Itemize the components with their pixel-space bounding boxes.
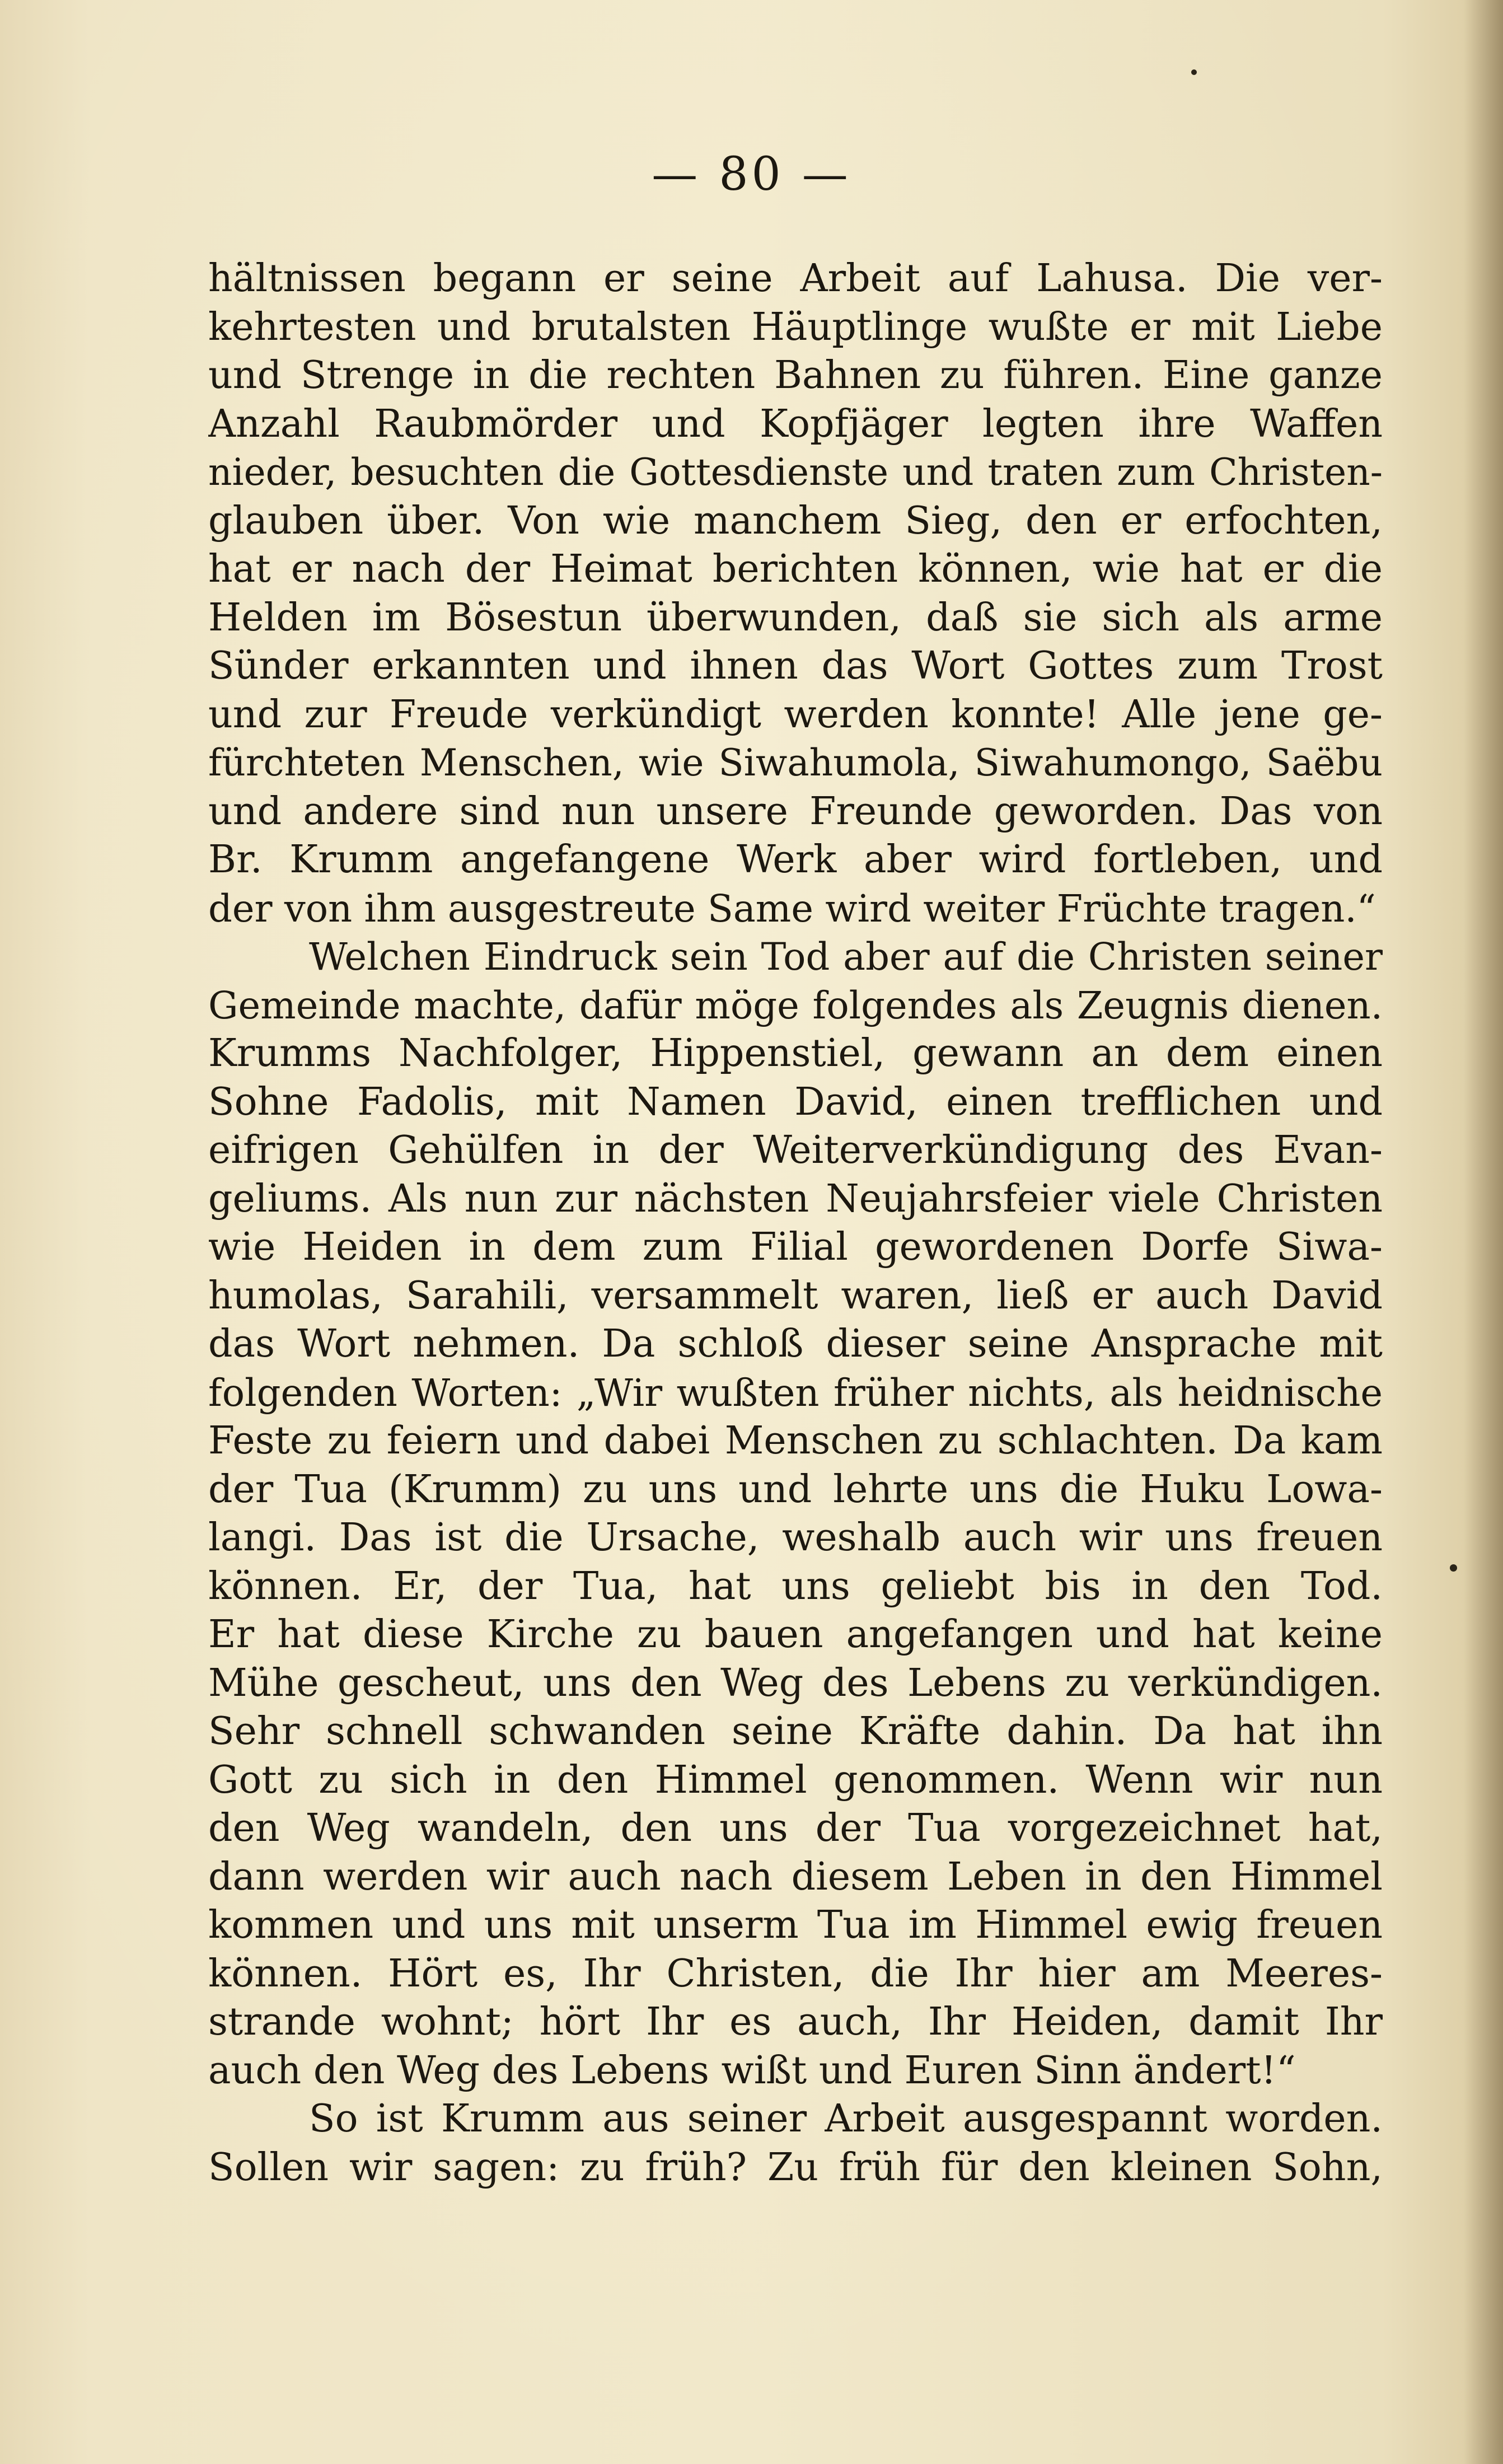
text-line: der von ihm ausgestreute Same wird weiter Früchte tragen.“ — [208, 886, 1376, 931]
text-line: Sollen wir sagen: zu früh? Zu früh für den kleinen Sohn, — [208, 2145, 1383, 2190]
text-line: Helden im Bösestun überwunden, daß sie sich als arme — [208, 595, 1383, 640]
text-line: hat er nach der Heimat berichten können, wie hat er die — [208, 547, 1383, 591]
text-line: Sünder erkannten und ihnen das Wort Gottes zum Trost — [208, 644, 1383, 688]
text-line: humolas, Sarahili, versammelt waren, ließ er auch David — [208, 1273, 1383, 1318]
text-line: kehrtesten und brutalsten Häuptlinge wußte er mit Liebe — [208, 305, 1383, 349]
text-line: Er hat diese Kirche zu bauen angefangen und hat keine — [208, 1612, 1383, 1657]
text-line: Anzahl Raubmörder und Kopfjäger legten ihre Waffen — [208, 401, 1383, 446]
text-line: Gott zu sich in den Himmel genommen. Wenn wir nun — [208, 1757, 1383, 1802]
text-line: der Tua (Krumm) zu uns und lehrte uns die Huku Lowa- — [208, 1467, 1383, 1512]
body-text — [208, 255, 1383, 2192]
text-line: kommen und uns mit unserm Tua im Himmel ewig freuen — [208, 1903, 1383, 1947]
page-edge-shadow — [1464, 0, 1503, 2464]
text-line: Mühe gescheut, uns den Weg des Lebens zu verkündigen. — [208, 1661, 1383, 1705]
ink-speck — [1191, 69, 1197, 75]
text-line: können. Er, der Tua, hat uns geliebt bis in den Tod. — [208, 1564, 1383, 1609]
ink-speck — [1450, 1564, 1457, 1572]
text-line: glauben über. Von wie manchem Sieg, den er erfochten, — [208, 498, 1383, 543]
text-line: fürchteten Menschen, wie Siwahumola, Siwahumongo, Saëbu — [208, 741, 1383, 784]
text-line: geliums. Als nun zur nächsten Neujahrsfeier viele Christen — [208, 1176, 1383, 1221]
text-line: hältnissen begann er seine Arbeit auf Lahusa. Die ver- — [208, 256, 1383, 301]
text-line: Br. Krumm angefangene Werk aber wird fortleben, und — [208, 838, 1383, 882]
text-line: wie Heiden in dem zum Filial gewordenen Dorfe Siwa- — [208, 1225, 1383, 1269]
text-line: eifrigen Gehülfen in der Weiterverkündigung des Evan- — [208, 1128, 1383, 1172]
text-line: das Wort nehmen. Da schloß dieser seine Ansprache mit — [208, 1322, 1383, 1366]
text-line: Welchen Eindruck sein Tod aber auf die Christen seiner — [309, 935, 1383, 979]
text-line: dann werden wir auch nach diesem Leben in den Himmel — [208, 1854, 1383, 1899]
text-line: und zur Freude verkündigt werden konnte! Alle jene ge- — [208, 692, 1383, 737]
text-line: Feste zu feiern und dabei Menschen zu schlachten. Da kam — [208, 1419, 1383, 1463]
text-line: nieder, besuchten die Gottesdienste und traten zum Christen- — [208, 451, 1383, 494]
text-line: auch den Weg des Lebens wißt und Euren Sinn ändert!“ — [208, 2048, 1296, 2093]
page-number-header: — 80 — — [652, 148, 851, 201]
text-line: Sohne Fadolis, mit Namen David, einen trefflichen und — [208, 1079, 1383, 1124]
text-line: können. Hört es, Ihr Christen, die Ihr hier am Meeres- — [208, 1951, 1383, 1996]
text-line: langi. Das ist die Ursache, weshalb auch wir uns freuen — [208, 1516, 1383, 1560]
text-line: folgenden Worten: „Wir wußten früher nichts, als heidnische — [208, 1371, 1383, 1415]
text-line: Krumms Nachfolger, Hippenstiel, gewann an dem einen — [208, 1031, 1383, 1076]
text-line: Gemeinde machte, dafür möge folgendes als Zeugnis dienen. — [208, 983, 1383, 1027]
text-line: So ist Krumm aus seiner Arbeit ausgespannt worden. — [309, 2097, 1383, 2141]
text-line: den Weg wandeln, den uns der Tua vorgezeichnet hat, — [208, 1806, 1383, 1850]
text-line: Sehr schnell schwanden seine Kräfte dahin. Da hat ihn — [208, 1709, 1383, 1754]
text-line: und andere sind nun unsere Freunde geworden. Das von — [208, 789, 1383, 834]
text-line: strande wohnt; hört Ihr es auch, Ihr Heiden, damit Ihr — [208, 2000, 1383, 2044]
text-line: und Strenge in die rechten Bahnen zu führen. Eine ganze — [208, 353, 1383, 398]
